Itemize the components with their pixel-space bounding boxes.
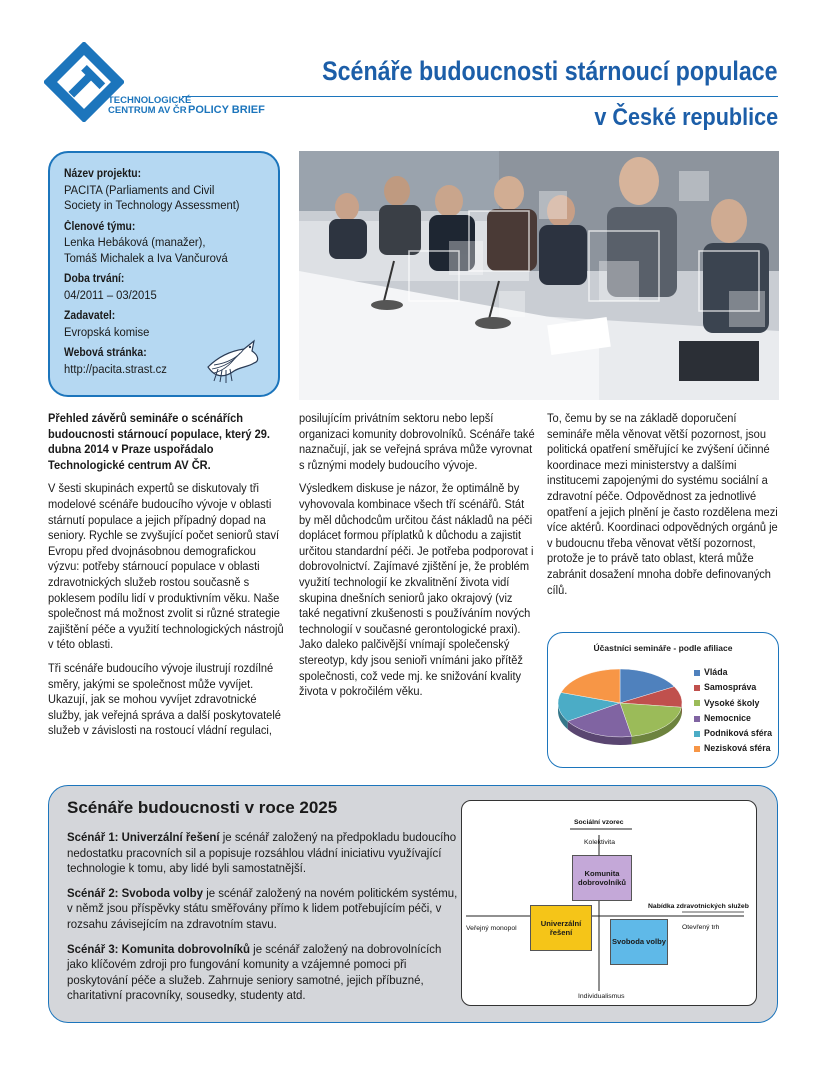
page-subtitle: v České republice [594, 104, 778, 131]
logo-line-1: TECHNOLOGICKÉ [108, 95, 192, 106]
diagram-right-label: Nabídka zdravotnických služeb [648, 903, 749, 910]
affiliation-chart [547, 632, 779, 768]
diagram-top-sub: Kolektivita [584, 839, 615, 846]
logo-wordmark [108, 96, 191, 116]
legend-swatch [694, 731, 700, 737]
client-value: Evropská komise [64, 324, 150, 339]
diagram-top-label: Sociální vzorec [574, 819, 624, 826]
legend-label: Nezisková sféra [704, 743, 771, 754]
chart-legend [694, 665, 772, 757]
legend-label: Samospráva [704, 682, 757, 693]
web-label: Webová stránka: [64, 347, 147, 359]
article-paragraph-2: Tři scénáře budoucího vývoje ilustrují rozdílné směry, jakými se společnost může vyvíjet. Ukazují, jak se mohou vyvíjet zdravotnické služby, jak veřejná správa a další poskytovatelé služeb v závislosti na rostoucí vládní regulaci, [48, 660, 281, 738]
scenarios-box [48, 785, 778, 1023]
article-paragraph-1: V šesti skupinách expertů se diskutovaly tři modelové scénáře budoucího vývoje v oblasti stárnutí populace a jejich případný dopad na seniory. Rychle se zvyšující počet seniorů staví Evropu před dvojnásobnou demografickou výzvu: potřeby stárnoucí populace v oblasti zdravotnických služeb rostou současně s poklesem podílu lidí v produktivním věku. Naše společnost má možnost zvolit si různé strategie zajištění péče a využití technologických nástrojů v této oblasti. [48, 481, 284, 652]
title-rule [182, 96, 778, 97]
chart-title: Účastníci semináře - podle afiliace [593, 643, 733, 653]
legend-swatch [694, 716, 700, 722]
page-title: Scénáře budoucnosti stárnoucí populace [322, 56, 778, 86]
article-column-3 [547, 411, 783, 606]
article-paragraph-3: posilujícím privátním sektoru nebo lepší organizaci komunity dobrovolníků. Scénáře také naznačují, jak se veřejná správa může vyrovnat s různými modely budoucího vývoje. [299, 411, 535, 472]
scenario-1 [67, 830, 463, 877]
pie-chart [550, 647, 690, 767]
web-link[interactable]: http://pacita.strast.cz [64, 361, 167, 376]
project-info-box [48, 151, 280, 397]
diagram-left-label: Veřejný monopol [466, 925, 517, 932]
team-label: Členové týmu: [64, 220, 136, 233]
box-universal: Univerzální řešení [530, 905, 592, 951]
client-label: Zadavatel: [64, 310, 116, 322]
legend-label: Vláda [704, 667, 728, 677]
seminar-photo [299, 151, 779, 400]
diagram-right-sub: Otevřený trh [682, 924, 720, 931]
scenario-1-head: Scénář 1: Univerzální řešení [67, 830, 220, 844]
legend-label: Podniková sféra [704, 728, 772, 739]
legend-swatch [694, 670, 700, 676]
legend-item-6 [694, 741, 772, 756]
logo-line-2: CENTRUM AV ČR [108, 105, 187, 116]
article-paragraph-5: To, čemu by se na základě doporučení semináře měla věnovat větší pozornost, jsou politická opatření směřující ke zvýšení účinné koordinace mezi ministerstvy a dalšími institucemi zapojenými do systému sociální a zdravotní péče. Odpovědnost za jednotlivé opatření a jejich plnění je často rozdělena mezi více aktérů. Koordinaci odpovědných orgánů je v budoucnu třeba věnovat větší pozornost, protože je to právě tato oblast, která může zabránit dosažení mnoha dobře definovaných cílů. [547, 411, 778, 597]
scenario-2-text: je scénář založený na novém politickém systému, v němž jsou příspěvky státu směřovány přímo k lidem potřebujícím péči, v rozsahu závisejícím na zdravotním stavu. [67, 885, 458, 931]
project-name-value-1: PACITA (Parliaments and Civil [64, 182, 215, 197]
article-column-2 [299, 411, 535, 708]
article-lead: Přehled závěrů semináře o scénářích budoucnosti stárnoucí populace, který 29. dubna 2014 v Praze uspořádalo Technologické centrum AV ČR. [48, 411, 271, 472]
legend-label: Vysoké školy [704, 697, 760, 708]
duration-value: 04/2011 – 03/2015 [64, 287, 157, 302]
policy-brief-label: POLICY BRIEF [188, 104, 265, 116]
diagram-bottom-label: Individualismus [578, 993, 625, 1000]
team-value-2: Tomáš Michalek a Iva Vančurová [64, 250, 228, 265]
legend-item-4 [694, 711, 772, 726]
legend-swatch [694, 685, 700, 691]
legend-item-5 [694, 726, 772, 741]
project-name-label: Název projektu: [64, 168, 142, 180]
legend-item-3 [694, 696, 772, 711]
scenario-1-text: je scénář založený na předpokladu budoucího nedostatku pracovních sil a popisuje rozsáhlou vládní iniciativu využívající technologie k tomu, aby lidé byli samostatnější. [67, 830, 457, 876]
scenario-diagram [461, 800, 757, 1006]
scenarios-text [67, 830, 463, 1013]
legend-item-1 [694, 665, 772, 680]
team-value-1: Lenka Hebáková (manažer), [64, 235, 206, 249]
scenarios-title: Scénáře budoucnosti v roce 2025 [67, 798, 338, 817]
legend-item-2 [694, 680, 772, 695]
scenario-3-text: je scénář založený na dobrovolnících jako klíčovém zdroji pro fungování komunity a vzájemné pomoci při poskytování péče a služeb. Zahrnuje seniory samotné, jejich příbuzné, charitativní pracovníky, sousedky, studenty atd. [67, 941, 442, 1003]
project-name-value-2: Society in Technology Assessment) [64, 198, 240, 212]
legend-swatch [694, 700, 700, 706]
scenario-2 [67, 886, 463, 933]
duration-label: Doba trvání: [64, 273, 125, 285]
article-column-1 [48, 411, 284, 747]
article-paragraph-4: Výsledkem diskuse je názor, že optimálně by vyhovovala kombinace všech tří scénářů. Stát by měl důchodcům určitou část nákladů na péči doplácet formou příplatků k důchodu a zajistit určitou standardní péči. Je potřeba podporovat i dobrovolnictví. Zajímavé zjištění je, že problém využití technologií ke zkvalitnění života vidí skupina dnešních seniorů jako okrajový (viz také negativní zkušenosti s používáním nových technologií v současné gerontologické praxi). Jako daleko palčivější vnímají společenský stereotyp, kdy jsou senioři vnímáni jako přítěž společnosti, což vede mj. ke snižování kvality života v pokročilém věku. [299, 481, 534, 699]
legend-swatch [694, 746, 700, 752]
box-freedom: Svoboda volby [610, 919, 668, 965]
dove-icon [204, 337, 262, 385]
scenario-2-head: Scénář 2: Svoboda volby [67, 885, 204, 900]
legend-label: Nemocnice [704, 712, 751, 723]
scenario-3 [67, 942, 463, 1004]
box-community: Komunita dobrovolníků [572, 855, 632, 901]
scenario-3-head: Scénář 3: Komunita dobrovolníků [67, 941, 251, 956]
